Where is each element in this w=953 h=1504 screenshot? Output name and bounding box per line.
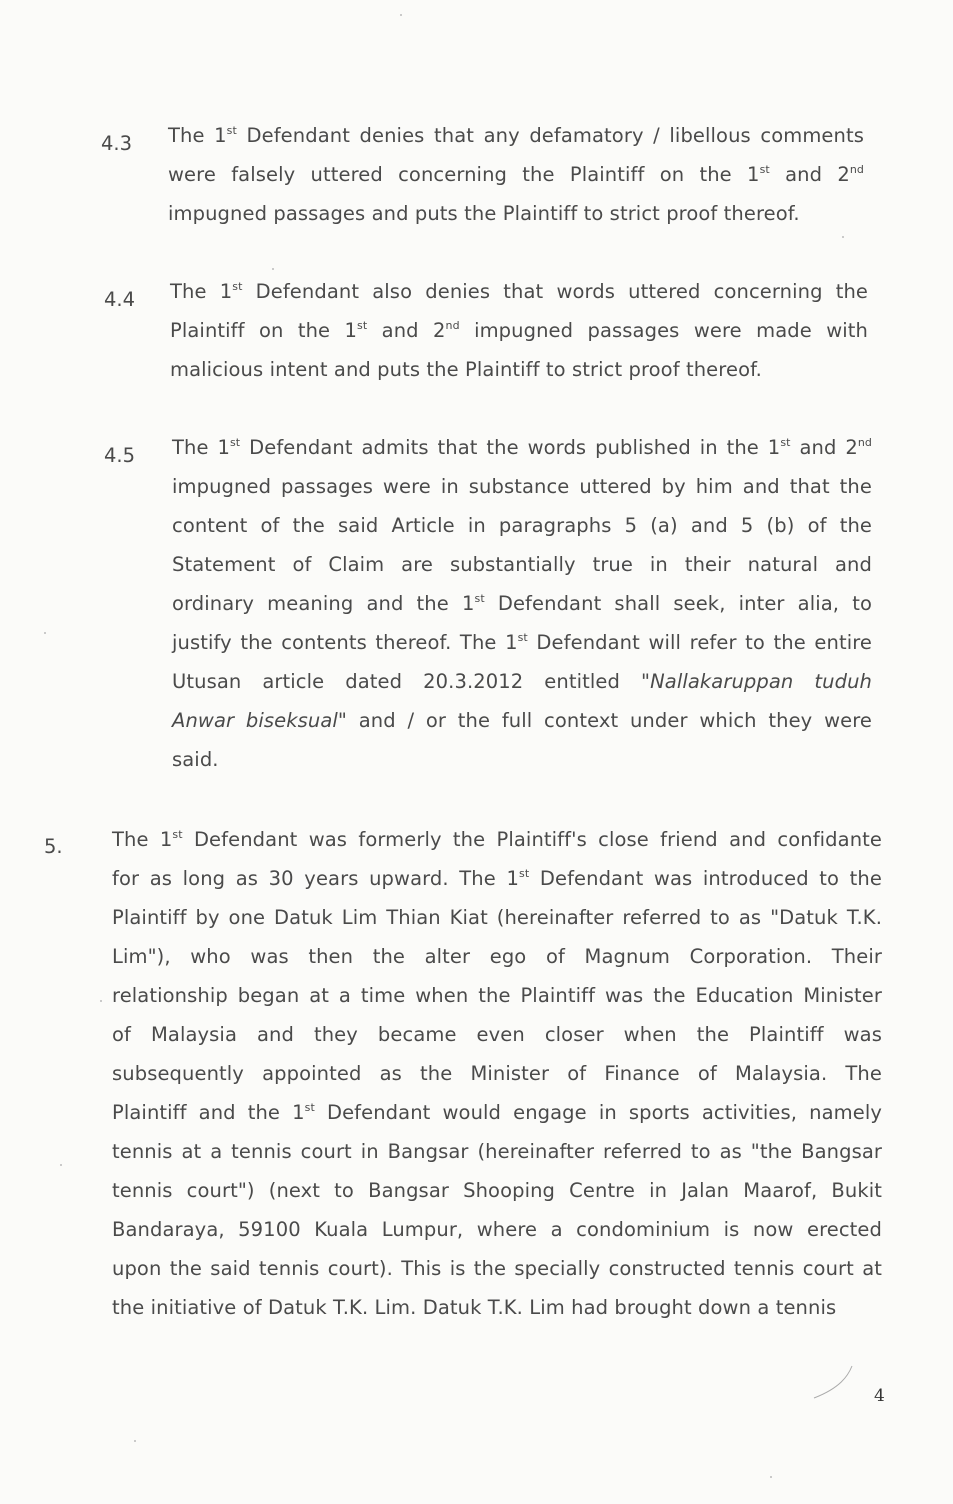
- ordinal-suffix: st: [232, 280, 243, 293]
- ordinal-suffix: st: [229, 436, 241, 449]
- paragraph-number: 4.5: [104, 444, 136, 467]
- paragraph-line: Bandaraya, 59100 Kuala Lumpur, where a condominium is now erected: [112, 1218, 882, 1241]
- ordinal-suffix: st: [474, 592, 485, 605]
- paragraph-line: upon the said tennis court). This is the specially constructed tennis court at: [112, 1257, 882, 1280]
- speck: [400, 14, 402, 16]
- paragraph-line: Anwar biseksual" and / or the full context under which they were: [172, 709, 872, 732]
- paragraph-line: The 1st Defendant admits that the words published in the 1st and 2nd: [172, 436, 873, 459]
- article-title: Nallakaruppan tuduh: [650, 670, 873, 693]
- paragraph-line: of Malaysia and they became even closer when the Plaintiff was: [112, 1023, 882, 1046]
- ordinal-suffix: st: [357, 319, 368, 332]
- ordinal-suffix: st: [518, 867, 530, 880]
- paragraph-line: ordinary meaning and the 1st Defendant shall seek, inter alia, to: [172, 592, 872, 615]
- paragraph-line: malicious intent and puts the Plaintiff to strict proof thereof.: [170, 358, 762, 381]
- paragraph-line: tennis court") (next to Bangsar Shooping Centre in Jalan Maarof, Bukit: [112, 1179, 882, 1202]
- paragraph-line: The 1st Defendant also denies that words uttered concerning the: [170, 280, 868, 303]
- speck: [842, 236, 844, 238]
- paragraph-5: [112, 820, 882, 1327]
- paragraph-line: impugned passages and puts the Plaintiff to strict proof thereof.: [168, 202, 800, 225]
- speck: [100, 1000, 102, 1002]
- speck: [134, 1440, 136, 1442]
- paragraph-line: The 1st Defendant was formerly the Plaintiff's close friend and confidante: [112, 828, 883, 851]
- ordinal-suffix: nd: [857, 436, 873, 449]
- paragraph-4-4: [170, 272, 868, 389]
- article-title: Anwar biseksual: [172, 709, 338, 732]
- paragraph-line: Plaintiff and the 1st Defendant would engage in sports activities, namely: [112, 1101, 882, 1124]
- speck: [770, 1476, 772, 1478]
- paragraph-line: impugned passages were in substance uttered by him and that the: [172, 475, 872, 498]
- paragraph-line: were falsely uttered concerning the Plaintiff on the 1st and 2nd: [168, 163, 864, 186]
- ordinal-suffix: st: [304, 1101, 315, 1114]
- paragraph-line: Plaintiff on the 1st and 2nd impugned passages were made with: [170, 319, 868, 342]
- paragraph-number: 4.3: [101, 132, 133, 155]
- ordinal-suffix: nd: [849, 163, 864, 176]
- speck: [44, 632, 46, 634]
- ordinal-suffix: st: [780, 436, 791, 449]
- paragraph-4-3: [168, 116, 864, 233]
- paragraph-line: Plaintiff by one Datuk Lim Thian Kiat (hereinafter referred to as "Datuk T.K.: [112, 906, 882, 929]
- paragraph-line: content of the said Article in paragraphs 5 (a) and 5 (b) of the: [172, 514, 872, 537]
- paragraph-line: Lim"), who was then the alter ego of Magnum Corporation. Their: [112, 945, 882, 968]
- paragraph-number: 5.: [44, 835, 63, 858]
- pen-mark: [810, 1362, 860, 1402]
- paragraph-4-5: [172, 428, 872, 779]
- paragraph-line: tennis at a tennis court in Bangsar (hereinafter referred to as "the Bangsar: [112, 1140, 882, 1163]
- ordinal-suffix: nd: [445, 319, 460, 332]
- paragraph-line: Utusan article dated 20.3.2012 entitled "Nallakaruppan tuduh: [172, 670, 873, 693]
- page-number: 4: [874, 1386, 885, 1406]
- paragraph-line: subsequently appointed as the Minister of Finance of Malaysia. The: [112, 1062, 882, 1085]
- ordinal-suffix: st: [517, 631, 528, 644]
- paragraph-line: for as long as 30 years upward. The 1st Defendant was introduced to the: [112, 867, 882, 890]
- paragraph-line: The 1st Defendant denies that any defamatory / libellous comments: [168, 124, 864, 147]
- paragraph-number: 4.4: [104, 288, 136, 311]
- paragraph-line: the initiative of Datuk T.K. Lim. Datuk T.K. Lim had brought down a tennis: [112, 1296, 837, 1319]
- paragraph-line: justify the contents thereof. The 1st Defendant will refer to the entire: [172, 631, 872, 654]
- ordinal-suffix: st: [172, 828, 183, 841]
- paragraph-line: said.: [172, 748, 219, 771]
- speck: [272, 268, 274, 270]
- ordinal-suffix: st: [226, 124, 237, 137]
- ordinal-suffix: st: [759, 163, 770, 176]
- paragraph-line: relationship began at a time when the Plaintiff was the Education Minister: [112, 984, 882, 1007]
- speck: [60, 1164, 62, 1166]
- paragraph-line: Statement of Claim are substantially true in their natural and: [172, 553, 872, 576]
